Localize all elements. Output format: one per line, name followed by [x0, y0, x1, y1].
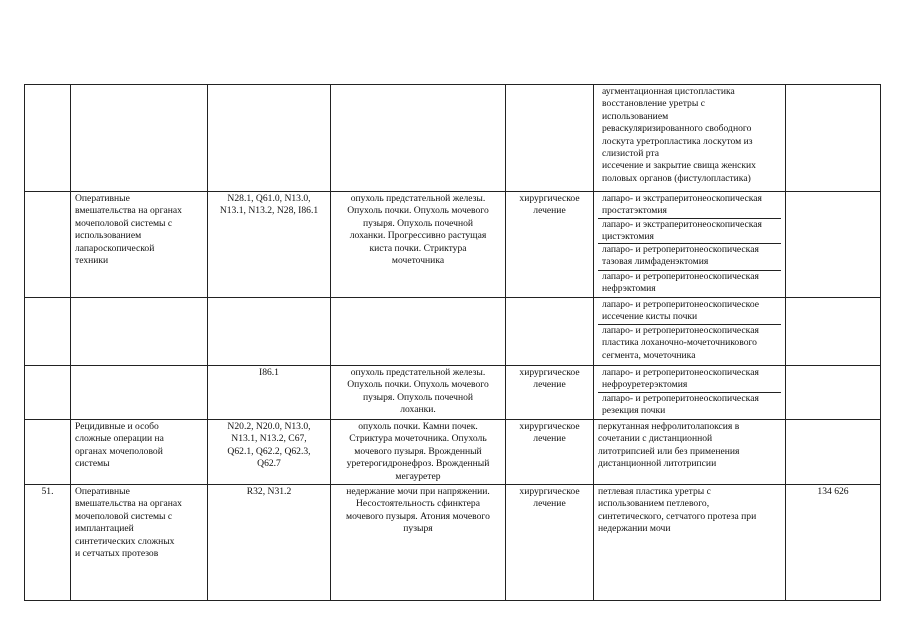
procedures-cell	[594, 298, 786, 366]
procedure-method: лапаро- и ретроперитонеоскопическая тазовая лимфаденэктомия	[598, 244, 781, 271]
price	[786, 420, 881, 485]
patient-model: недержание мочи при напряжении. Несостоятельность сфинктера мочевого пузыря. Атония мочевого пузыря	[331, 485, 506, 601]
procedure-method: лапаро- и ретроперитонеоскопическое иссечение кисты почки	[598, 299, 781, 325]
procedures-cell	[594, 420, 786, 485]
procedure-method: петлевая пластика уретры с использованием петлевого, синтетического, сетчатого протеза при недержании мочи	[598, 486, 757, 535]
treatment-type: хирургическое лечение	[506, 420, 594, 485]
patient-model: опухоль почки. Камни почек. Стриктура мочеточника. Опухоль мочевого пузыря. Врожденный уретерогидронефроз. Врожденный мегауретер	[331, 420, 506, 485]
procedure-method: перкутанная нефролитолапоксия в сочетании с дистанционной литотрипсией или без применения дистанционной литотрипсии	[598, 421, 740, 470]
treatment-type	[506, 85, 594, 192]
treatment-type: хирургическое лечение	[506, 192, 594, 298]
intervention-name	[71, 366, 208, 420]
intervention-name: Оперативные вмешательства на органах мочеполовой системы с использованием лапароскопической техники	[71, 192, 208, 298]
price	[786, 192, 881, 298]
intervention-name	[71, 298, 208, 366]
diagnosis-codes: I86.1	[208, 366, 331, 420]
price	[786, 85, 881, 192]
procedure-method: лапаро- и ретроперитонеоскопическая пластика лоханочно-мочеточникового сегмента, мочеточника	[602, 325, 759, 361]
intervention-name	[71, 85, 208, 192]
procedure-method: лапаро- и экстраперитонеоскопическая цистэктомия	[598, 219, 781, 244]
patient-model: опухоль предстательной железы. Опухоль почки. Опухоль мочевого пузыря. Опухоль почечной лоханки. Прогрессивно растущая киста почки. Стриктура мочеточника	[331, 192, 506, 298]
treatment-type: хирургическое лечение	[506, 485, 594, 601]
patient-model: опухоль предстательной железы. Опухоль почки. Опухоль мочевого пузыря. Опухоль почечной лоханки.	[331, 366, 506, 420]
procedures-cell	[594, 366, 786, 420]
medical-procedures-table	[24, 84, 881, 601]
diagnosis-codes: N28.1, Q61.0, N13.0, N13.1, N13.2, N28, I86.1	[208, 192, 331, 298]
intervention-name: Рецидивные и особо сложные операции на органах мочеполовой системы	[71, 420, 208, 485]
treatment-type	[506, 298, 594, 366]
price	[786, 366, 881, 420]
procedure-method: аугментационная цистопластика восстановление уретры с использованием реваскуляризированного свободного лоскута уретропластика лоскутом из слизистой рта иссечение и закрытие свища женских половых органов (фистулопластика)	[602, 86, 756, 184]
diagnosis-codes: R32, N31.2	[208, 485, 331, 601]
table-row	[25, 192, 881, 298]
table-row	[25, 420, 881, 485]
table-row	[25, 485, 881, 601]
procedures-cell	[594, 192, 786, 298]
diagnosis-codes: N20.2, N20.0, N13.0, N13.1, N13.2, C67, Q62.1, Q62.2, Q62.3, Q62.7	[208, 420, 331, 485]
procedure-method: лапаро- и ретроперитонеоскопическая резекция почки	[602, 393, 759, 417]
price: 134 626	[786, 485, 881, 601]
procedure-method: лапаро- и ретроперитонеоскопическая нефрэктомия	[602, 271, 759, 295]
row-number	[25, 366, 71, 420]
procedure-method: лапаро- и ретроперитонеоскопическая нефроуретерэктомия	[598, 367, 781, 393]
row-number	[25, 420, 71, 485]
diagnosis-codes	[208, 85, 331, 192]
procedures-cell	[594, 485, 786, 601]
procedures-cell	[594, 85, 786, 192]
procedure-method: лапаро- и экстраперитонеоскопическая простатэктомия	[598, 193, 781, 219]
table-row	[25, 366, 881, 420]
table-row	[25, 298, 881, 366]
diagnosis-codes	[208, 298, 331, 366]
patient-model	[331, 85, 506, 192]
row-number	[25, 192, 71, 298]
intervention-name: Оперативные вмешательства на органах мочеполовой системы с имплантацией синтетических сложных и сетчатых протезов	[71, 485, 208, 601]
treatment-type: хирургическое лечение	[506, 366, 594, 420]
price	[786, 298, 881, 366]
row-number: 51.	[25, 485, 71, 601]
patient-model	[331, 298, 506, 366]
table-row	[25, 85, 881, 192]
row-number	[25, 85, 71, 192]
row-number	[25, 298, 71, 366]
